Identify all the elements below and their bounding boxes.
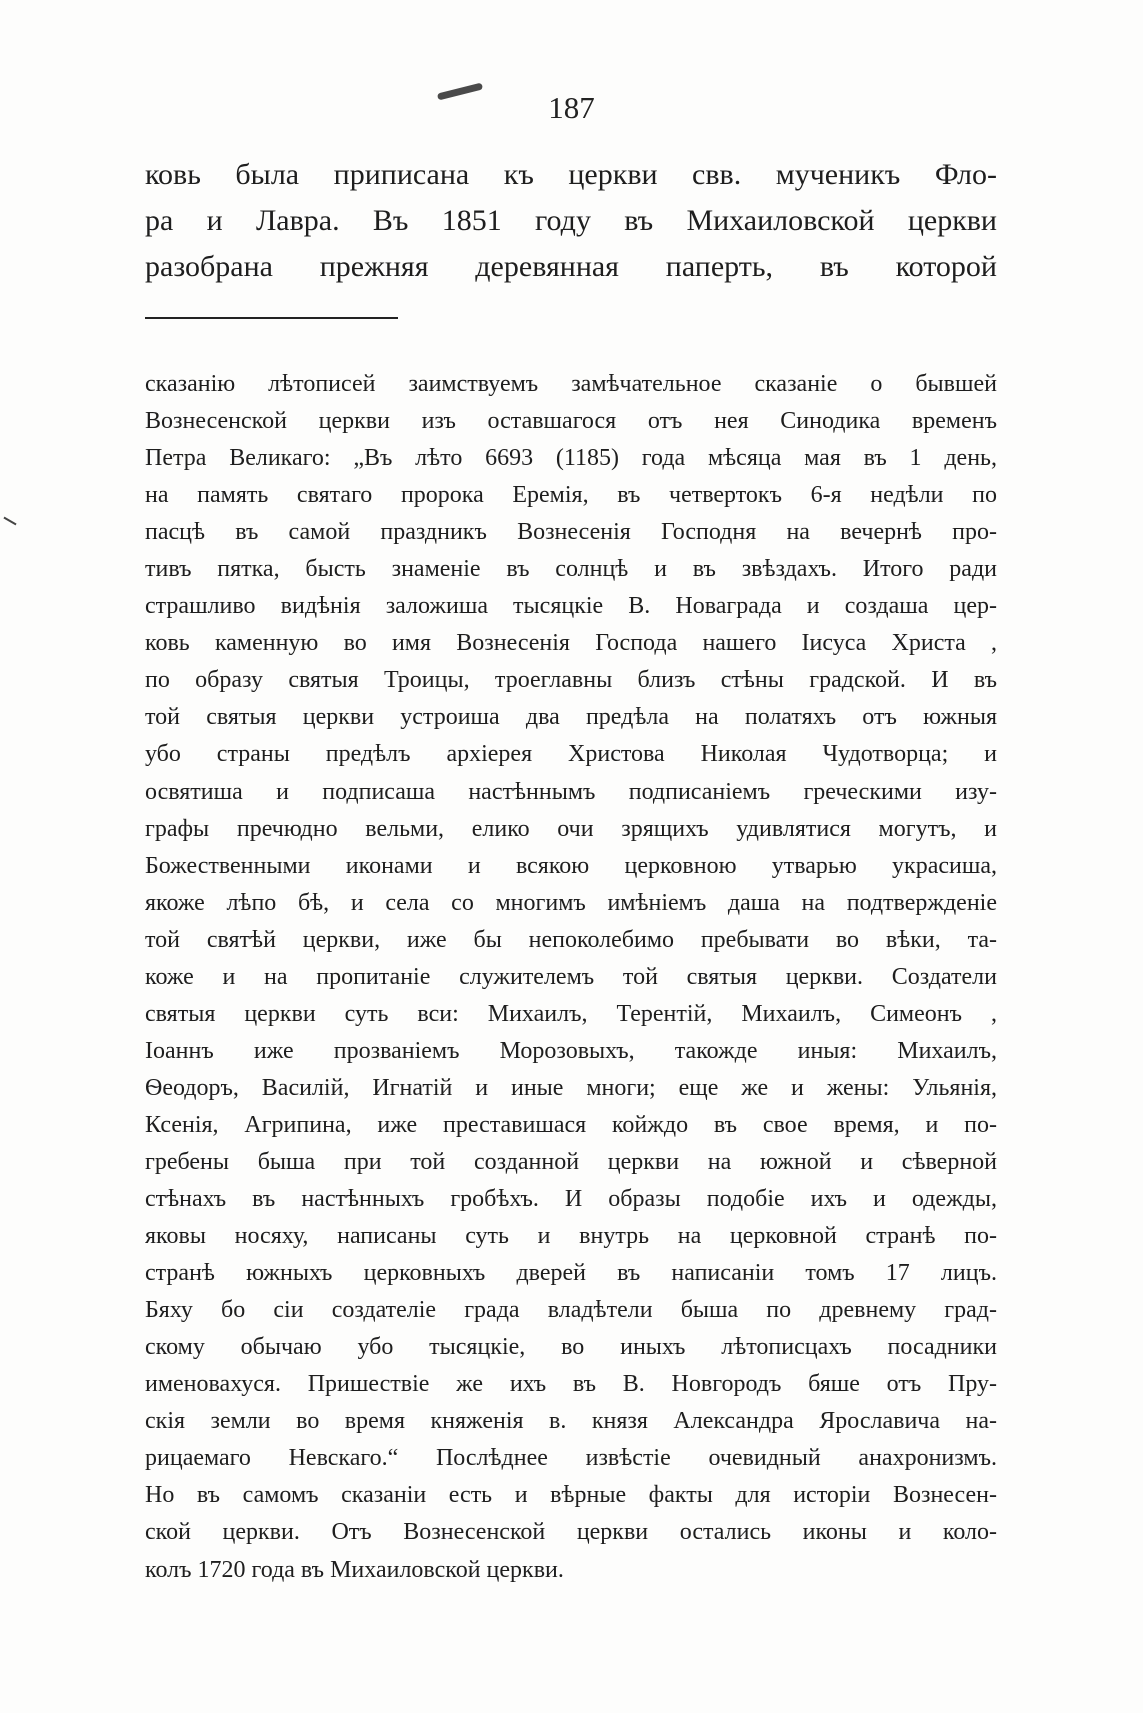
main-line: разобрана прежняя деревянная паперть, въ которой — [145, 250, 997, 283]
footnote-line: по образу святыя Троицы, троеглавны близъ стѣны градской. И въ — [145, 667, 997, 694]
footnote-line: Ѳеодоръ, Василій, Игнатій и иные многи; еще же и жены: Ульянія, — [145, 1074, 997, 1101]
footnote-line: рицаемаго Невскаго.“ Послѣднее извѣстіе очевидный анахронизмъ. — [145, 1445, 997, 1472]
main-line: ковь была приписана къ церкви свв. мученикъ Фло- — [145, 158, 997, 191]
footnote-line: убо страны предѣлъ архіерея Христова Николая Чудотворца; и — [145, 741, 997, 768]
footnote-line: пасцѣ въ самой праздникъ Вознесенія Господня на вечернѣ про- — [145, 519, 997, 546]
main-text — [145, 152, 997, 290]
footnote-line: колъ 1720 года въ Михаиловской церкви. — [145, 1556, 564, 1583]
scan-edge-mark — [3, 517, 16, 526]
main-line: ра и Лавра. Въ 1851 году въ Михаиловской церкви — [145, 204, 997, 237]
footnote-line: графы пречюдно вельми, елико очи зрящихъ удивлятися могутъ, и — [145, 815, 997, 842]
footnote-line: той святѣй церкви, иже бы непоколебимо пребывати во вѣки, та- — [145, 926, 997, 953]
footnote-line: на память святаго пророка Еремія, въ четвертокъ 6-я недѣли по — [145, 482, 997, 509]
footnote-line: освятиша и подписаша настѣннымъ подписаніемъ греческими изу- — [145, 778, 997, 805]
footnote-line: сказанію лѣтописей заимствуемъ замѣчательное сказаніе о бывшей — [145, 371, 997, 397]
footnote-line: тивъ пятка, бысть знаменіе въ солнцѣ и въ звѣздахъ. Итого ради — [145, 556, 997, 583]
footnote-separator — [145, 317, 398, 319]
footnote-line: страшливо видѣнія заложиша тысяцкіе В. Новаграда и создаша цер- — [145, 593, 997, 620]
footnote-line: ковь каменную во имя Вознесенія Господа нашего Іисуса Христа , — [145, 630, 997, 657]
footnote-line: Но въ самомъ сказаніи есть и вѣрные факты для исторіи Вознесен- — [145, 1482, 997, 1509]
footnote-line: Вознесенской церкви изъ оставшагося отъ нея Синодика временъ — [145, 408, 997, 435]
footnote-line: святыя церкви суть вси: Михаилъ, Терентій, Михаилъ, Симеонъ , — [145, 1000, 997, 1027]
footnote-line: скому обычаю убо тысяцкіе, во иныхъ лѣтописцахъ посадники — [145, 1334, 997, 1361]
footnote-line: гребены быша при той созданной церкви на южной и сѣверной — [145, 1148, 997, 1175]
footnote-line: Іоаннъ иже прозваніемъ Морозовыхъ, такожде иныя: Михаилъ, — [145, 1037, 997, 1064]
footnote-line: коже и на пропитаніе служителемъ той святыя церкви. Создатели — [145, 963, 997, 990]
footnote-line: ской церкви. Отъ Вознесенской церкви остались иконы и коло- — [145, 1519, 997, 1546]
footnote-line: скія земли во время княженія в. князя Александра Ярославича на- — [145, 1408, 997, 1435]
footnote-line: Бяху бо сіи создателіе града владѣтели быша по древнему град- — [145, 1297, 997, 1324]
footnote-line: якоже лѣпо бѣ, и села со многимъ имѣніемъ даша на подтвержденіе — [145, 889, 997, 916]
footnote-text — [145, 366, 997, 1589]
page-number: 187 — [548, 90, 595, 125]
footnote-line: той святыя церкви устроиша два предѣла на полатяхъ отъ южныя — [145, 704, 997, 731]
footnote-line: именовахуся. Пришествіе же ихъ въ В. Новгородъ бяше отъ Пру- — [145, 1371, 997, 1398]
footnote-line: Божественными иконами и всякою церковною утварью украсиша, — [145, 852, 997, 879]
footnote-line: яковы носяху, написаны суть и внутрь на церковной странѣ по- — [145, 1223, 997, 1250]
footnote-line: Ксенія, Агрипина, иже преставишася койждо въ свое время, и по- — [145, 1111, 997, 1138]
footnote-line: Петра Великаго: „Въ лѣто 6693 (1185) года мѣсяца мая въ 1 день, — [145, 445, 997, 472]
footnote-line: стѣнахъ въ настѣнныхъ гробѣхъ. И образы подобіе ихъ и одежды, — [145, 1186, 997, 1213]
footnote-line: странѣ южныхъ церковныхъ дверей въ написаніи томъ 17 лицъ. — [145, 1260, 997, 1287]
